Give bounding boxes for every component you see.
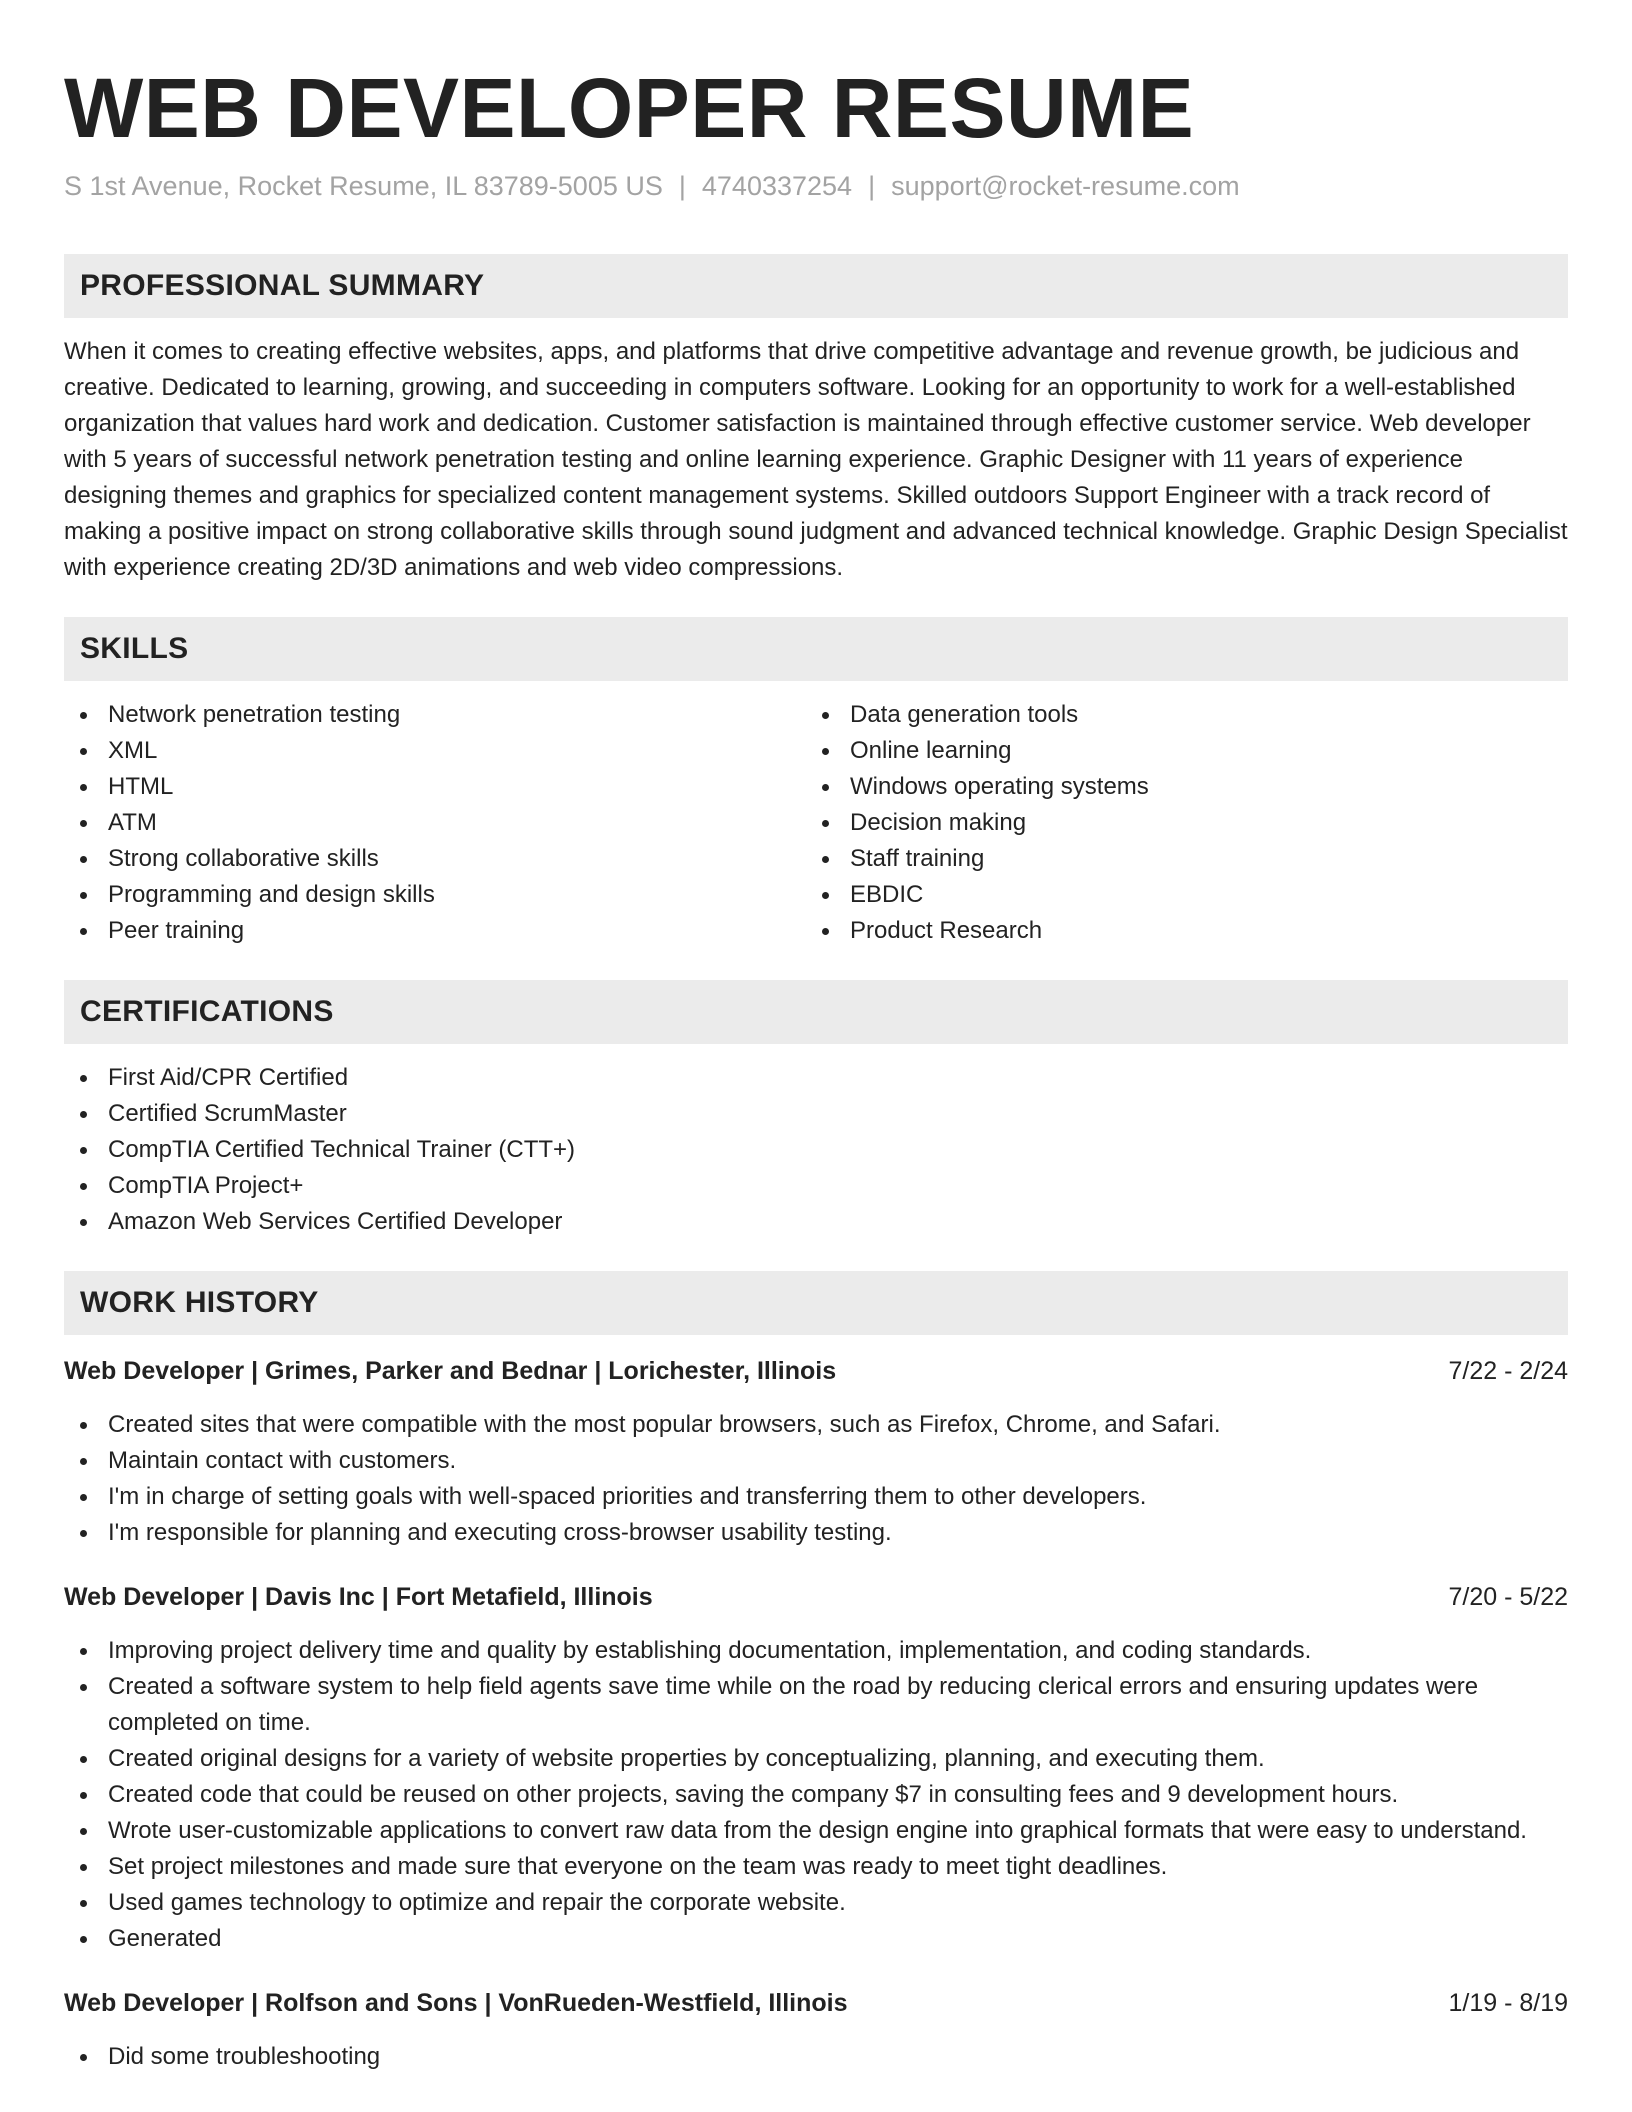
contact-separator: | xyxy=(868,171,876,201)
job-entry xyxy=(64,1579,1568,1957)
job-duty-item: I'm responsible for planning and executing cross-browser usability testing. xyxy=(64,1515,1568,1551)
skills-list-right xyxy=(806,697,1548,949)
skill-item: Network penetration testing xyxy=(64,697,806,733)
job-duty-item: Used games technology to optimize and repair the corporate website. xyxy=(64,1885,1568,1921)
summary-text: When it comes to creating effective websites, apps, and platforms that drive competitive advantage and revenue growth, be judicious and creative. Dedicated to learning, growing, and succeeding in computers software. Looking for an opportunity to work for a well-established organization that values hard work and dedication. Customer satisfaction is maintained through effective customer service. Web developer with 5 years of successful network penetration testing and online learning experience. Graphic Designer with 11 years of experience designing themes and graphics for specialized content management systems. Skilled outdoors Support Engineer with a track record of making a positive impact on strong collaborative skills through sound judgment and advanced technical knowledge. Graphic Design Specialist with experience creating 2D/3D animations and web video compressions. xyxy=(64,338,1568,581)
skill-item: HTML xyxy=(64,769,806,805)
job-duties-list xyxy=(64,1633,1568,1957)
job-duty-item: Maintain contact with customers. xyxy=(64,1443,1568,1479)
job-title: Web Developer | Rolfson and Sons | VonRueden-Westfield, Illinois xyxy=(64,1989,848,2017)
skill-item: Product Research xyxy=(806,913,1548,949)
contact-address: S 1st Avenue, Rocket Resume, IL 83789-5005 US xyxy=(64,171,663,201)
job-duty-item: Did some troubleshooting xyxy=(64,2039,1568,2075)
job-duty-item: Created sites that were compatible with the most popular browsers, such as Firefox, Chrome, and Safari. xyxy=(64,1407,1568,1443)
skills-list-left xyxy=(64,697,806,949)
skill-item: EBDIC xyxy=(806,877,1548,913)
skill-item: Windows operating systems xyxy=(806,769,1548,805)
certifications-section xyxy=(64,980,1568,1240)
resume-page xyxy=(64,0,1568,2075)
certification-item: Amazon Web Services Certified Developer xyxy=(64,1204,1568,1240)
job-header xyxy=(64,1353,1568,1389)
job-duty-item: I'm in charge of setting goals with well-spaced priorities and transferring them to other developers. xyxy=(64,1479,1568,1515)
job-duties-list xyxy=(64,1407,1568,1551)
job-duty-item: Set project milestones and made sure that everyone on the team was ready to meet tight deadlines. xyxy=(64,1849,1568,1885)
job-title: Web Developer | Grimes, Parker and Bednar | Lorichester, Illinois xyxy=(64,1357,837,1385)
job-dates: 7/20 - 5/22 xyxy=(1448,1583,1568,1611)
job-header xyxy=(64,1985,1568,2021)
skill-item: Data generation tools xyxy=(806,697,1548,733)
job-duty-item: Improving project delivery time and quality by establishing documentation, implementation, and coding standards. xyxy=(64,1633,1568,1669)
skill-item: Programming and design skills xyxy=(64,877,806,913)
section-heading-work-history: WORK HISTORY xyxy=(64,1271,1568,1335)
certification-item: CompTIA Project+ xyxy=(64,1168,1568,1204)
certification-item: Certified ScrumMaster xyxy=(64,1096,1568,1132)
job-duty-item: Generated xyxy=(64,1921,1568,1957)
skills-section xyxy=(64,617,1568,949)
skills-columns xyxy=(64,697,1568,949)
certification-item: CompTIA Certified Technical Trainer (CTT+) xyxy=(64,1132,1568,1168)
contact-line xyxy=(64,168,1568,204)
skill-item: Staff training xyxy=(806,841,1548,877)
certifications-list xyxy=(64,1060,1568,1240)
job-duties-list xyxy=(64,2039,1568,2075)
work-history-section xyxy=(64,1271,1568,2075)
job-duty-item: Wrote user-customizable applications to convert raw data from the design engine into graphical formats that were easy to understand. xyxy=(64,1813,1568,1849)
section-heading-summary: PROFESSIONAL SUMMARY xyxy=(64,254,1568,318)
section-heading-skills: SKILLS xyxy=(64,617,1568,681)
resume-title: WEB DEVELOPER RESUME xyxy=(64,61,1195,155)
skill-item: Strong collaborative skills xyxy=(64,841,806,877)
professional-summary-section xyxy=(64,254,1568,586)
job-title: Web Developer | Davis Inc | Fort Metafield, Illinois xyxy=(64,1583,653,1611)
section-heading-certifications: CERTIFICATIONS xyxy=(64,980,1568,1044)
skill-item: ATM xyxy=(64,805,806,841)
job-duty-item: Created original designs for a variety of website properties by conceptualizing, planning, and executing them. xyxy=(64,1741,1568,1777)
skill-item: Online learning xyxy=(806,733,1548,769)
contact-email[interactable]: support@rocket-resume.com xyxy=(891,171,1240,201)
job-entry xyxy=(64,1353,1568,1551)
job-duty-item: Created code that could be reused on other projects, saving the company $7 in consulting fees and 9 development hours. xyxy=(64,1777,1568,1813)
skill-item: Peer training xyxy=(64,913,806,949)
certification-item: First Aid/CPR Certified xyxy=(64,1060,1568,1096)
skill-item: XML xyxy=(64,733,806,769)
contact-separator: | xyxy=(678,171,686,201)
job-header xyxy=(64,1579,1568,1615)
job-entry xyxy=(64,1985,1568,2075)
contact-phone: 4740337254 xyxy=(701,171,853,201)
job-duty-item: Created a software system to help field agents save time while on the road by reducing clerical errors and ensuring updates were completed on time. xyxy=(64,1669,1568,1741)
job-dates: 1/19 - 8/19 xyxy=(1448,1989,1568,2017)
job-dates: 7/22 - 2/24 xyxy=(1448,1357,1568,1385)
skill-item: Decision making xyxy=(806,805,1548,841)
